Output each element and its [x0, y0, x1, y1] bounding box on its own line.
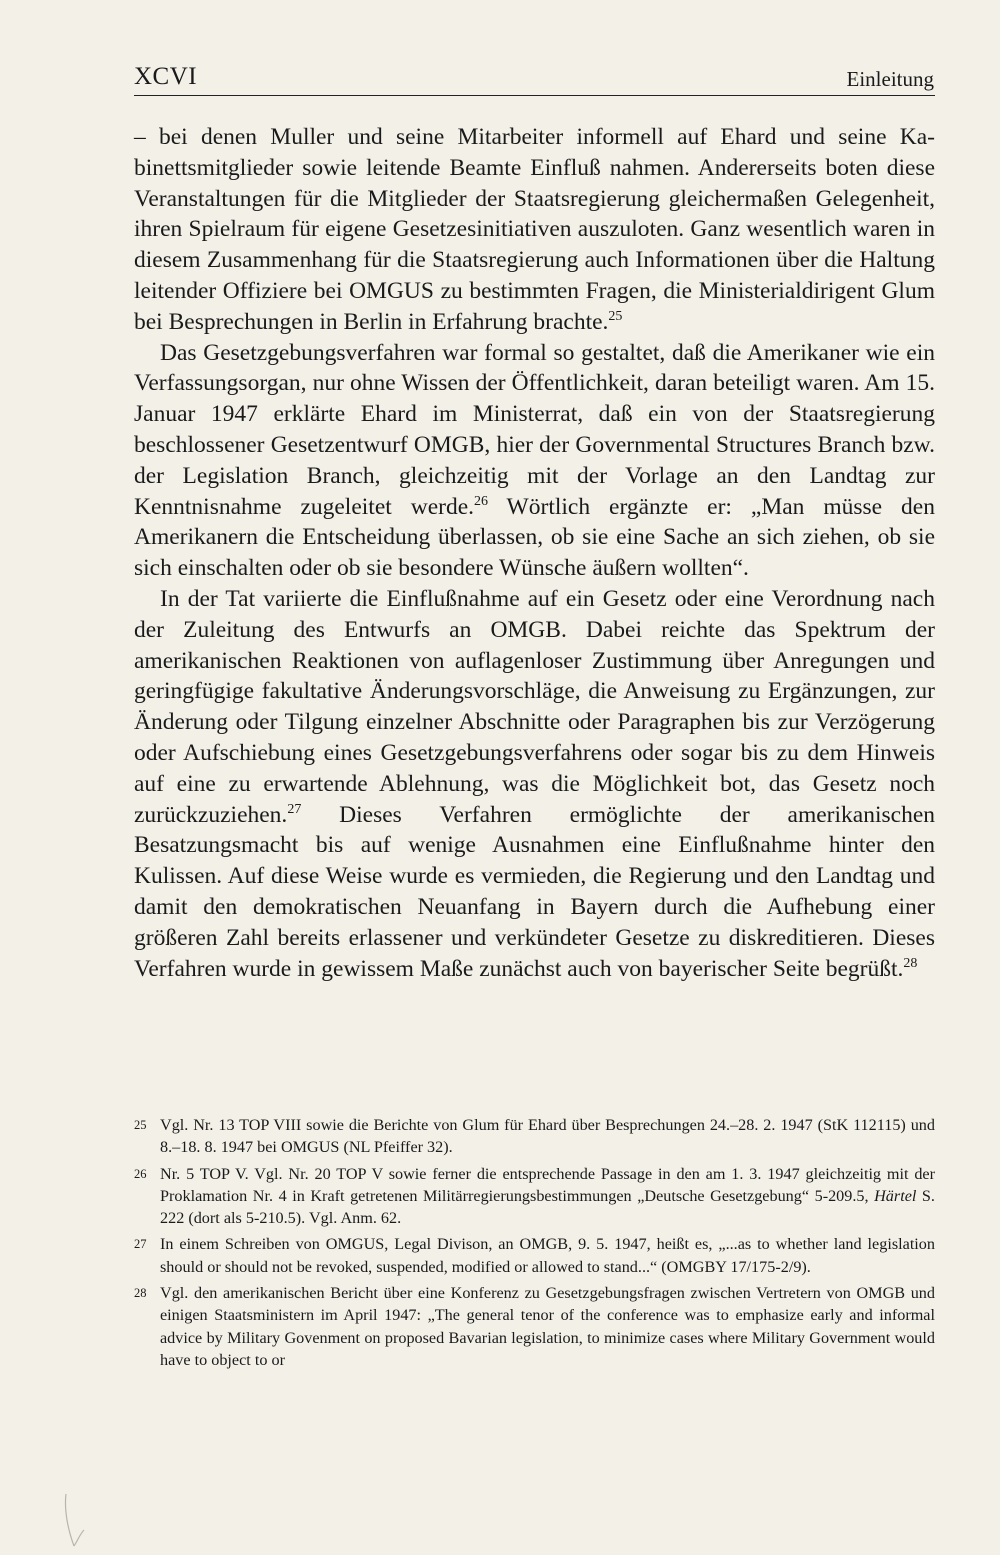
footnote-ref-28: 28 — [903, 955, 918, 971]
footnotes — [134, 1114, 935, 1375]
footnote-text: Vgl. Nr. 13 TOP VIII sowie die Berichte von Glum für Ehard über Besprechungen 24.–28. 2. 1947 (StK 112115) und 8.–18. 8. 1947 bei OMGUS (NL Pfeiffer 32). — [160, 1116, 935, 1157]
footnote-number: 26 — [134, 1166, 147, 1181]
footnote-26 — [134, 1163, 935, 1230]
paragraph-2: Das Gesetzgebungsverfahren war formal so gestaltet, daß die Amerikaner wie ein Verfassungsorgan, nur ohne Wissen der Öffentlichkeit, daran beteiligt waren. Am 15. Januar 1947 erklärte Ehard im Ministerrat, daß ein von der Staatsregierung beschlossener Gesetzentwurf OMGB, hier der Governmental Structures Branch bzw. der Legislation Branch, gleichzeitig mit der Vorlage an den Landtag zur Kenntnisnahme zugeleitet werde.$^{26}$ Wörtlich ergänzte er: „Man müsse den Amerikanern die Entscheidung überlassen, ob sie eine Sache an sich ziehen, ob sie sich einschalten oder ob sie besondere Wünsche äußern wollten“. — [134, 339, 935, 582]
page-number: XCVI — [134, 63, 198, 90]
footnote-25 — [134, 1114, 935, 1159]
footnote-number: 25 — [134, 1118, 147, 1132]
header-rule — [134, 95, 935, 96]
footnote-number: 28 — [134, 1286, 147, 1301]
footnote-ref-25: 25 — [608, 308, 623, 324]
footnote-text: Nr. 5 TOP V. Vgl. Nr. 20 TOP V sowie ferner die entsprechende Passage in den am 1. 3. 1947 gleichzeitig mit der Proklamation Nr. 4 in Kraft getretenen Militärregierungsbestimmungen „Deutsche Gesetzgebung“ 5-209.5, — [160, 1164, 935, 1205]
footnote-27 — [134, 1233, 935, 1278]
paragraph-3: In der Tat variierte die Einflußnahme auf ein Gesetz oder eine Verordnung nach der Zuleitung des Entwurfs an OMGB. Dabei reichte das Spektrum der amerikanischen Reaktionen von auflagenloser Zustimmung über Anregungen und geringfügige fakultative Änderungsvorschläge, die Anweisung zu Ergänzungen, zur Änderung oder Tilgung einzelner Abschnitte oder Paragraphen bis zur Verzögerung oder Aufschiebung eines Gesetzgebungsverfahrens oder sogar bis zu dem Hinweis auf eine zu erwartende Ablehnung, was die Möglichkeit bot, das Gesetz noch zurückzuziehen.$^{27}$ Dieses Verfahren ermöglichte der amerikanischen Besatzungsmacht bis auf wenige Ausnahmen eine Einflußnahme hinter den Kulissen. Auf diese Weise wurde es vermieden, die Regierung und den Landtag und damit den demokratischen Neuanfang in Bayern durch die Aufhebung einer größeren Zahl bereits erlassener und verkündeter Gesetze zu diskreditieren. Dieses Verfahren wurde in gewissem Maße zunächst auch von bayerischer Seite begrüßt.$^{28}$ — [134, 585, 935, 982]
footnote-text: In einem Schreiben von OMGUS, Legal Divison, an OMGB, 9. 5. 1947, heißt es, „...as to whether land legislation should or should not be revoked, suspended, modified or allowed to stand...“ (OMGBY 17/175-2/9). — [160, 1235, 935, 1276]
footnote-ref-26: 26 — [474, 493, 489, 509]
running-head — [134, 62, 934, 96]
footnote-ref-27: 27 — [287, 801, 302, 817]
section-title: Einleitung — [846, 67, 934, 91]
body-text — [134, 122, 935, 984]
footnote-28 — [134, 1282, 935, 1371]
paragraph-1: – bei denen Muller und seine Mitarbeiter informell auf Ehard und seine Kabinettsmitglieder sowie leitende Beamte Einfluß nahmen. Andererseits boten diese Veranstaltungen für die Mitglieder der Staatsregierung gleichermaßen Gelegenheit, ihren Spielraum für eigene Gesetzesinitiativen auszuloten. Ganz wesentlich waren in diesem Zusammenhang für die Staatsregierung auch Informationen über die Haltung leitender Offiziere bei OMGUS zu bestimmten Fragen, die Ministerialdirigent Glum bei Besprechungen in Berlin in Erfahrung brachte.$^{25}$ — [134, 124, 935, 335]
footnote-text: Vgl. den amerikanischen Bericht über eine Konferenz zu Gesetzgebungsfragen zwischen Vertretern von OMGB und einigen Staatsministern im April 1947: „The general tenor of the conference was to emphasize early and informal advice by Military Govenment on proposed Bavarian legislation, to minimize cases where Military Government would have to object to or — [160, 1284, 935, 1369]
footnote-number: 27 — [134, 1237, 147, 1252]
pencil-mark-icon — [62, 1490, 92, 1550]
footnote-italic-name: Härtel — [874, 1186, 917, 1205]
footnote-text-end: S. 222 (dort als 5-210.5). Vgl. Anm. 62. — [160, 1186, 935, 1228]
